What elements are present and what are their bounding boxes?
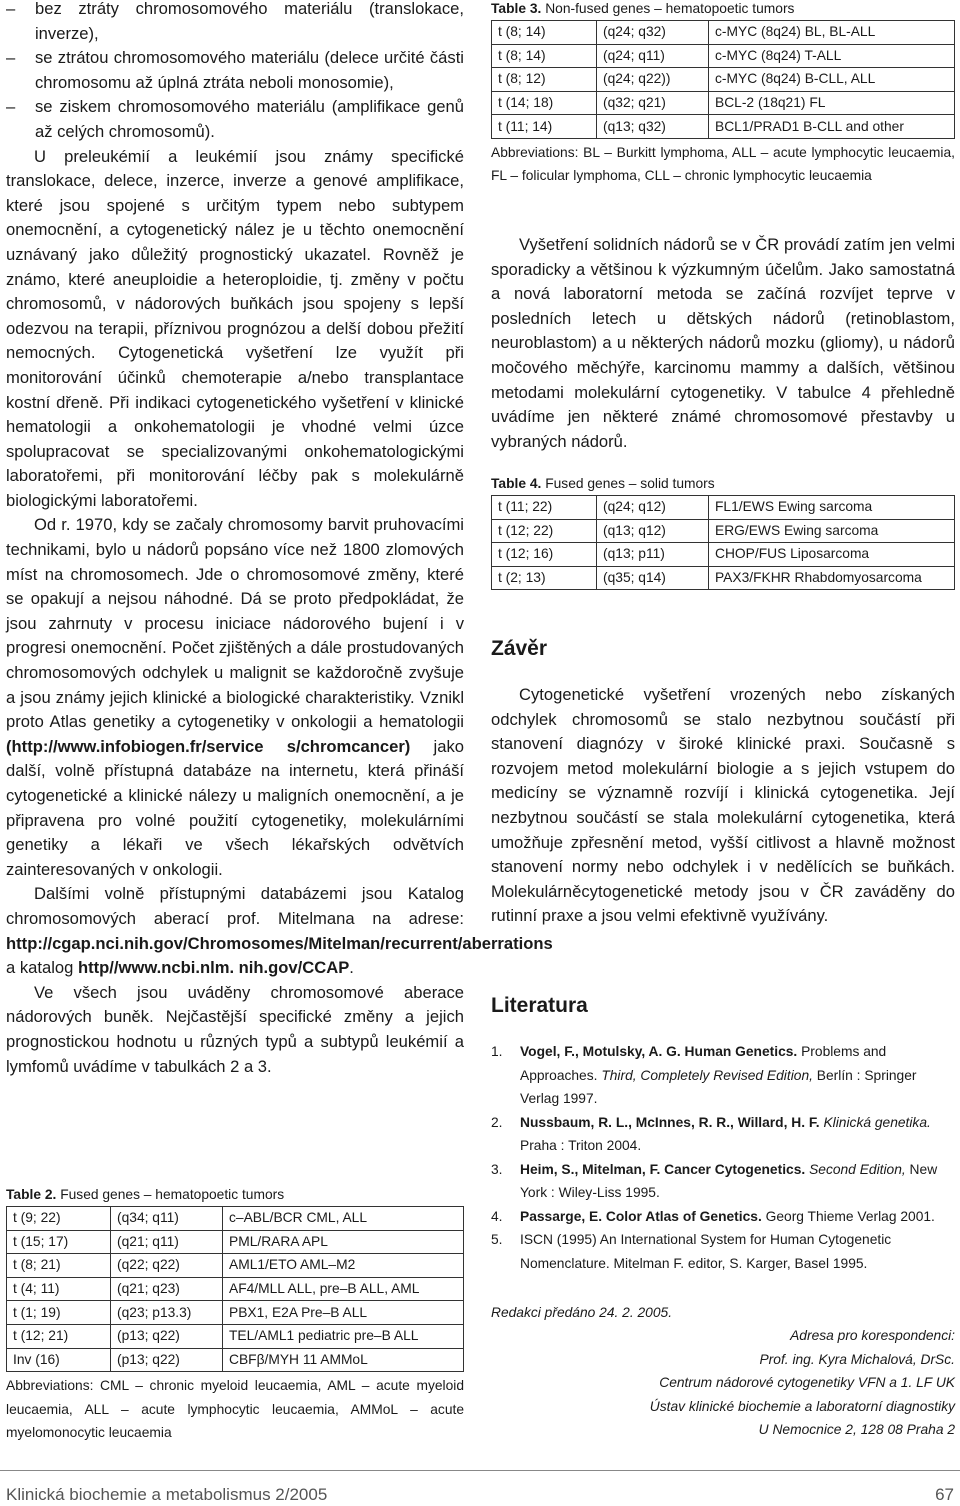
table-3-block — [491, 0, 955, 188]
reference-text: Georg Thieme Verlag 2001. — [761, 1208, 935, 1224]
table-label: Table 2. — [6, 1187, 57, 1202]
conclusion-body — [491, 683, 955, 929]
table-cell: ERG/EWS Ewing sarcoma — [709, 519, 955, 543]
section-heading-literature: Literatura — [491, 994, 588, 1017]
table-caption — [6, 1185, 464, 1205]
ccap-link[interactable]: http//www.ncbi.nlm. nih.gov/CCAP — [77, 958, 350, 978]
address-line: Centrum nádorové cytogenetiky VFN a 1. LF UK — [659, 1375, 955, 1390]
table-abbreviations: Abbreviations: BL – Burkitt lymphoma, ALL – acute lymphocytic leucaemia, FL – folicular lymphoma, CLL – chronic lymphocytic leucaemia — [491, 144, 955, 184]
reference-item — [491, 1158, 955, 1205]
table-cell: t (8; 21) — [7, 1254, 111, 1278]
table-cell: t (8; 14) — [492, 21, 597, 45]
table-label: Table 4. — [491, 476, 542, 491]
table-cell: (q24; q11) — [597, 44, 709, 68]
paragraph — [6, 882, 553, 980]
list-item: – se ztrátou chromosomového materiálu (delece určité části chromosomu až úplná ztráta neboli monosomie), — [6, 46, 464, 95]
table-cell: t (12; 16) — [492, 543, 597, 567]
table-cell: (p13; q22) — [111, 1348, 223, 1372]
table-cell: (q23; p13.3) — [111, 1301, 223, 1325]
table-label: Table 3. — [491, 1, 542, 16]
reference-number: 3. — [491, 1161, 503, 1177]
paragraph: Ve všech jsou uváděny chromosomové aberace nádorových buněk. Nejčastější specifické změny a jejich prognostickou hodnotu u různých typů a subtypů leukémií a lymfomů uvádíme v tabulkách 2 a 3. — [6, 982, 464, 1076]
table-row — [492, 519, 955, 543]
table-row — [492, 21, 955, 45]
table-cell: BCL-2 (18q21) FL — [709, 91, 955, 115]
reference-authors: Heim, S., Mitelman, F. Cancer Cytogenetics. — [520, 1161, 806, 1177]
table-cell: t (12; 22) — [492, 519, 597, 543]
table-cell: (q21; q23) — [111, 1277, 223, 1301]
reference-text: Problems and Approaches. — [520, 1044, 887, 1083]
table-2 — [6, 1206, 464, 1372]
table-cell: t (14; 18) — [492, 91, 597, 115]
table-cell: c-MYC (8q24) BL, BL-ALL — [709, 21, 955, 45]
table-cell: (q13; p11) — [597, 543, 709, 567]
table-cell: t (11; 14) — [492, 115, 597, 139]
table-cell: (q32; q21) — [597, 91, 709, 115]
paragraph-text: . — [349, 958, 354, 978]
page-number: 67 — [935, 1485, 954, 1504]
table-cell: AML1/ETO AML–M2 — [223, 1254, 464, 1278]
table-cell: t (8; 12) — [492, 68, 597, 92]
table-row — [492, 543, 955, 567]
table-cell: TEL/AML1 pediatric pre–B ALL — [223, 1324, 464, 1348]
table-row — [7, 1254, 464, 1278]
table-cell: c-MYC (8q24) B-CLL, ALL — [709, 68, 955, 92]
table-cell: t (8; 14) — [492, 44, 597, 68]
table-cell: t (9; 22) — [7, 1207, 111, 1231]
paragraph: U preleukémií a leukémií jsou známy specifické translokace, delece, inzerce, inverze a genové amplifikace, které jsou spojené s určitým typem nebo subtypem onemocnění, a cytogenetický nález je u těchto onemocnění uznávaný jako důležitý prognostický ukazatel. Rovněž je známo, které aneuploidie a heteroploidie, tj. změny v počtu chromosomů, v nádorových buňkách jsou spojeny s lepší odezvou na terapii, příznivou prognózou a delší dobou přežití nemocných. Cytogenetická vyšetření lze využít při monitorování účinků chemoterapie a/nebo transplantace kostní dřeně. Při indikaci cytogenetického vyšetření v klinické hematologii a onkohematologii je vhodné velmi úzce spolupracovat se specializovanými onkohematologickými laboratořemi, při monitorování léčby pak s molekulárně biologickými laboratořemi. — [6, 146, 464, 510]
table-cell: (q35; q14) — [597, 566, 709, 590]
table-cell: (q24; q12) — [597, 496, 709, 520]
table-cell: FL1/EWS Ewing sarcoma — [709, 496, 955, 520]
table-cell: (q24; q32) — [597, 21, 709, 45]
reference-number: 5. — [491, 1232, 503, 1247]
table-cell: t (11; 22) — [492, 496, 597, 520]
reference-item — [491, 1040, 955, 1111]
reference-item — [491, 1111, 955, 1158]
table-cell: c-MYC (8q24) T-ALL — [709, 44, 955, 68]
paragraph: Vyšetření solidních nádorů se v ČR provádí zatím jen velmi sporadicky a většinou k výzkumným účelům. Jako samostatná a nová laboratorní metoda se začíná rozvíjet teprve v posledních letech u dětských nádorů (retinoblastom, neuroblastom) a u některých nádorů mozku (gliomy), u nádorů močového měchýře, karcinomu mammy a dalších, většinou metodami molekulární cytogenetiky. V tabulce 4 přehledně uvádíme jen některé známé chromosomové přestavby u vybraných nádorů. — [491, 235, 955, 451]
reference-list — [491, 1040, 955, 1275]
table-row — [492, 496, 955, 520]
table-cell: (q13; q12) — [597, 519, 709, 543]
table-cell: AF4/MLL ALL, pre–B ALL, AML — [223, 1277, 464, 1301]
paragraph-text: a katalog — [6, 958, 78, 978]
paragraph: Cytogenetické vyšetření vrozených nebo získaných odchylek chromosomů se stalo nezbytnou součástí při stanovení diagnózy v široké klinické praxi. Současně s rozvojem metod molekulární biologie a s jejich vstupem do medicíny se významně rozvíjí i klinická cytogenetika. Její nezbytnou součástí se stala molekulární cytogenetika, která umožňuje zpřesnění metod, vyšší citlivost a hlavně možnost stanovení normy nebo odchylek i v nedělících se buňkách. Molekulárněcytogenetické metody jsou v ČR zaváděny do rutinní praxe a jsou velmi efektivně využívány. — [491, 685, 955, 926]
table-caption — [491, 0, 955, 19]
table-cell: (q13; q32) — [597, 115, 709, 139]
table-4 — [491, 495, 955, 590]
reference-number: 2. — [491, 1114, 503, 1130]
table-4-block — [491, 474, 955, 590]
list-item: – bez ztráty chromosomového materiálu (translokace, inverze), — [6, 0, 464, 46]
list-item: – se ziskem chromosomového materiálu (amplifikace genů až celých chromosomů). — [6, 95, 464, 144]
table-cell: PAX3/FKHR Rhabdomyosarcoma — [709, 566, 955, 590]
table-cell: t (2; 13) — [492, 566, 597, 590]
paragraph — [6, 513, 464, 882]
section-heading-conclusion: Závěr — [491, 637, 548, 660]
reference-publisher: New York : Wiley-Liss 1995. — [520, 1161, 938, 1200]
reference-authors: Vogel, F., Motulsky, A. G. Human Genetics. — [520, 1044, 798, 1059]
address-line: Ústav klinické biochemie a laboratorní diagnostiky — [649, 1398, 955, 1414]
journal-title: Klinická biochemie a metabolismus 2/2005 — [6, 1485, 328, 1504]
table-cell: t (1; 19) — [7, 1301, 111, 1325]
table-row — [492, 91, 955, 115]
reference-authors: Nussbaum, R. L., McInnes, R. R., Willard, H. F. — [520, 1114, 820, 1130]
table-row — [7, 1348, 464, 1372]
table-cell: Inv (16) — [7, 1348, 111, 1372]
paragraph-text: Od r. 1970, kdy se začaly chromosomy barvit pruhovacími technikami, bylo u nádorů popsáno více než 1800 zlomových míst na chromosomech. Jde o chromosomové změny, které se opakují a nejsou náhodné. Dá se proto předpokládat, že jsou zahrnuty v procesu iniciace nádorového bujení i v progresi onemocnění. Počet zjištěných a dále prostudovaných chromosomových odchylek u malignit se každoročně zvyšuje a jsou známy jejich klinické a biologické charakteristiky. Vznikl proto Atlas genetiky a cytogenetiky v onkologii a hematologii — [6, 515, 464, 732]
submitted-date: Redakci předáno 24. 2. 2005. — [491, 1305, 673, 1320]
table-row — [7, 1301, 464, 1325]
table-row — [7, 1324, 464, 1348]
table-cell: t (15; 17) — [7, 1230, 111, 1254]
reference-publisher: Praha : Triton 2004. — [520, 1138, 642, 1153]
table-cell: (q21; q11) — [111, 1230, 223, 1254]
table-row — [7, 1207, 464, 1231]
table-cell: t (12; 21) — [7, 1324, 111, 1348]
reference-number: 4. — [491, 1208, 503, 1224]
table-cell: (p13; q22) — [111, 1324, 223, 1348]
table-cell: BCL1/PRAD1 B-CLL and other — [709, 115, 955, 139]
table-row — [492, 68, 955, 92]
page-footer — [0, 1470, 960, 1506]
reference-edition: Third, Completely Revised Edition, — [601, 1067, 813, 1083]
reference-item — [491, 1205, 955, 1229]
reference-publisher: Berlín : Springer Verlag 1997. — [520, 1067, 917, 1106]
reference-authors: Passarge, E. Color Atlas of Genetics. — [520, 1208, 762, 1224]
reference-edition: Second Edition, — [809, 1161, 906, 1177]
table-cell: PML/RARA APL — [223, 1230, 464, 1254]
table-row — [492, 566, 955, 590]
correspondence-address — [491, 1324, 955, 1442]
mitelman-link[interactable]: http://cgap.nci.nih.gov/Chromosomes/Mitelman/recurrent/aberrations — [6, 933, 553, 953]
table-row — [492, 115, 955, 139]
table-row — [7, 1277, 464, 1301]
reference-text: ISCN (1995) An International System for Human Cytogenetic Nomenclature. Mitelman F. editor, S. Karger, Basel 1995. — [520, 1232, 892, 1271]
table-caption — [491, 474, 955, 494]
aberration-type-list — [6, 0, 464, 145]
table-cell: (q22; q22) — [111, 1254, 223, 1278]
table-row — [7, 1230, 464, 1254]
table-2-block — [6, 1185, 464, 1445]
address-line: U Nemocnice 2, 128 08 Praha 2 — [758, 1422, 955, 1437]
table-cell: (q24; q22)) — [597, 68, 709, 92]
paragraph-text: jako další, volně přístupná databáze na internetu, která přináší cytogenetické a klinické nálezy u maligních onemocnění, a je připravena pro volné použití cytogenetiky, molekulárními genetiky a lékaři ve všech lékařských odvětvích zainteresovaných v onkologii. — [6, 736, 464, 879]
address-line: Adresa pro korespondenci: — [790, 1328, 955, 1343]
table-cell: PBX1, E2A Pre–B ALL — [223, 1301, 464, 1325]
reference-item — [491, 1228, 955, 1275]
table-cell: c–ABL/BCR CML, ALL — [223, 1207, 464, 1231]
right-body — [491, 233, 955, 454]
table-cell: t (4; 11) — [7, 1277, 111, 1301]
paragraph-text: Dalšími volně přístupnými databázemi jsou Katalog chromosomových aberací prof. Mitelmana na adrese: — [6, 884, 464, 928]
address-line: Prof. ing. Kyra Michalová, DrSc. — [759, 1351, 955, 1367]
reference-edition: Klinická genetika. — [823, 1114, 931, 1130]
table-3 — [491, 20, 955, 139]
table-cell: CBFβ/MYH 11 AMMoL — [223, 1348, 464, 1372]
table-title: Non-fused genes – hematopoetic tumors — [541, 1, 795, 16]
reference-number: 1. — [491, 1044, 503, 1059]
table-title: Fused genes – hematopoetic tumors — [56, 1187, 285, 1202]
table-row — [492, 44, 955, 68]
table-cell: CHOP/FUS Liposarcoma — [709, 543, 955, 567]
atlas-link[interactable]: (http://www.infobiogen.fr/service s/chromcancer) — [6, 736, 411, 756]
table-title: Fused genes – solid tumors — [541, 476, 715, 491]
table-abbreviations: Abbreviations: CML – chronic myeloid leucaemia, AML – acute myeloid leucaemia, ALL – acute lymphocytic leucaemia, AMMoL – acute myelomonocytic leucaemia — [6, 1378, 464, 1441]
table-cell: (q34; q11) — [111, 1207, 223, 1231]
